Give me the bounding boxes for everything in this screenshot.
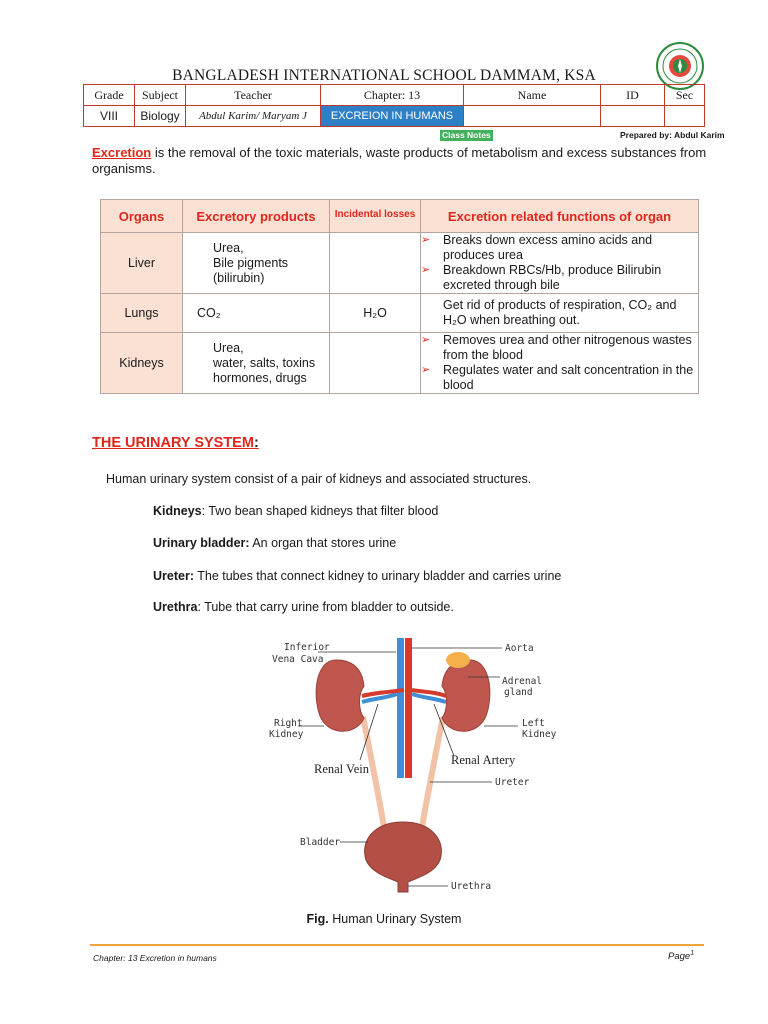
caption-text: Human Urinary System xyxy=(328,912,462,926)
school-title: BANGLADESH INTERNATIONAL SCHOOL DAMMAM, KSA xyxy=(172,67,596,84)
label-renal-vein: Renal Vein xyxy=(314,762,369,776)
table-row xyxy=(101,294,699,333)
label-left-kidney-2: Kidney xyxy=(522,729,557,740)
def-term: Ureter: xyxy=(153,569,194,583)
left-ureter xyxy=(422,717,443,827)
label-urethra: Urethra xyxy=(451,881,492,892)
table-row xyxy=(101,333,699,394)
organ-cell: Kidneys xyxy=(101,333,183,394)
label-renal-artery: Renal Artery xyxy=(451,753,516,767)
col-header-organs: Organs xyxy=(101,200,183,233)
left-kidney xyxy=(442,660,490,731)
page-label: Page xyxy=(668,951,691,963)
function-text: Removes urea and other nitrogenous wastes from the blood xyxy=(443,333,692,362)
def-term: Urinary bladder: xyxy=(153,536,250,550)
urinary-system-diagram xyxy=(258,632,557,902)
function-text: Breaks down excess amino acids and produces urea xyxy=(443,233,653,262)
def-text: The tubes that connect kidney to urinary bladder and carries urine xyxy=(194,569,562,583)
def-text: : Tube that carry urine from bladder to outside. xyxy=(197,600,454,614)
excretion-table xyxy=(100,199,699,394)
function-text: Get rid of products of respiration, CO₂ and H₂O when breathing out. xyxy=(443,298,677,327)
products-cell xyxy=(183,294,330,333)
label-left-kidney-1: Left xyxy=(522,718,545,729)
adrenal-gland xyxy=(446,652,470,668)
bladder-organ xyxy=(365,822,442,892)
bullet-arrow-icon: ➢ xyxy=(421,334,431,346)
page-num: 1 xyxy=(690,950,695,957)
id-label: ID xyxy=(601,85,665,106)
product-line: (bilirubin) xyxy=(213,270,265,285)
products-cell xyxy=(183,333,330,394)
function-text: Regulates water and salt concentration in the blood xyxy=(443,363,694,392)
figure-caption xyxy=(0,912,768,926)
bullet-arrow-icon: ➢ xyxy=(421,364,431,376)
product-line: CO₂ xyxy=(197,305,221,320)
label-ureter: Ureter xyxy=(495,777,530,788)
urinary-intro: Human urinary system consist of a pair of kidneys and associated structures. xyxy=(106,472,532,486)
table-row xyxy=(101,233,699,294)
label-right-kidney-2: Kidney xyxy=(269,729,304,740)
def-bladder xyxy=(153,536,396,550)
function-item xyxy=(421,333,694,363)
col-header-incidental: Incidental losses xyxy=(330,200,421,233)
organ-cell: Liver xyxy=(101,233,183,294)
functions-cell xyxy=(421,233,699,294)
excretion-definition xyxy=(92,145,722,177)
function-item xyxy=(421,263,694,293)
grade-label: Grade xyxy=(84,85,135,106)
footer-divider xyxy=(90,944,704,946)
grade-value: VIII xyxy=(84,106,135,127)
sec-field[interactable] xyxy=(665,106,705,127)
organ-cell: Lungs xyxy=(101,294,183,333)
incidental-cell xyxy=(330,333,421,394)
bullet-arrow-icon: ➢ xyxy=(421,264,431,276)
subject-label: Subject xyxy=(135,85,186,106)
def-text: : Two bean shaped kidneys that filter blood xyxy=(201,504,439,518)
col-header-functions: Excretion related functions of organ xyxy=(421,200,699,233)
product-line: Bile pigments xyxy=(213,255,289,270)
sec-label: Sec xyxy=(665,85,705,106)
label-ivc-1: Inferior xyxy=(284,642,330,653)
incidental-cell: H₂O xyxy=(330,294,421,333)
product-line: Urea, xyxy=(213,340,244,355)
excretion-definition-text: is the removal of the toxic materials, waste products of metabolism and excess substances from organisms. xyxy=(92,145,707,176)
function-item xyxy=(421,363,694,393)
function-item xyxy=(421,233,694,263)
excretion-term: Excretion xyxy=(92,145,152,160)
function-text: Breakdown RBCs/Hb, produce Bilirubin excreted through bile xyxy=(443,263,662,292)
urinary-title-colon: : xyxy=(253,435,259,451)
label-ivc-2: Vena Cava xyxy=(272,654,324,665)
label-right-kidney-1: Right xyxy=(274,718,303,729)
functions-cell xyxy=(421,294,699,333)
subject-value: Biology xyxy=(135,106,186,127)
incidental-cell xyxy=(330,233,421,294)
label-bladder: Bladder xyxy=(300,837,341,848)
chapter-label: Chapter: 13 xyxy=(321,85,464,106)
student-info-table xyxy=(83,84,705,127)
urinary-title-text: THE URINARY SYSTEM xyxy=(92,435,254,451)
name-label: Name xyxy=(464,85,601,106)
footer-chapter: Chapter: 13 Excretion in humans xyxy=(93,953,217,963)
teacher-value: Abdul Karim/ Maryam J xyxy=(186,106,321,127)
label-aorta: Aorta xyxy=(505,643,534,654)
function-item xyxy=(421,298,694,328)
def-term: Urethra xyxy=(153,600,198,614)
def-term: Kidneys xyxy=(153,504,202,518)
products-cell xyxy=(183,233,330,294)
functions-cell xyxy=(421,333,699,394)
caption-fig: Fig. xyxy=(306,912,329,926)
product-line: hormones, drugs xyxy=(213,370,307,385)
page-number xyxy=(668,950,694,962)
label-adrenal-2: gland xyxy=(504,687,533,698)
urinary-system-title xyxy=(92,435,259,451)
def-urethra xyxy=(153,600,454,614)
product-line: water, salts, toxins xyxy=(213,355,316,370)
prepared-by: Prepared by: Abdul Karim xyxy=(620,130,725,140)
chapter-title: EXCREION IN HUMANS xyxy=(321,106,464,127)
id-field[interactable] xyxy=(601,106,665,127)
product-line: Urea, xyxy=(213,240,244,255)
aorta-vessel xyxy=(405,638,412,778)
class-notes-badge: Class Notes xyxy=(442,130,491,140)
label-adrenal-1: Adrenal xyxy=(502,676,543,687)
bullet-arrow-icon: ➢ xyxy=(421,234,431,246)
def-text: An organ that stores urine xyxy=(249,536,397,550)
col-header-products: Excretory products xyxy=(183,200,330,233)
name-field[interactable] xyxy=(464,106,601,127)
def-ureter xyxy=(153,569,561,583)
vena-cava xyxy=(397,638,404,778)
def-kidneys xyxy=(153,504,438,518)
teacher-label: Teacher xyxy=(186,85,321,106)
right-kidney xyxy=(316,660,364,731)
